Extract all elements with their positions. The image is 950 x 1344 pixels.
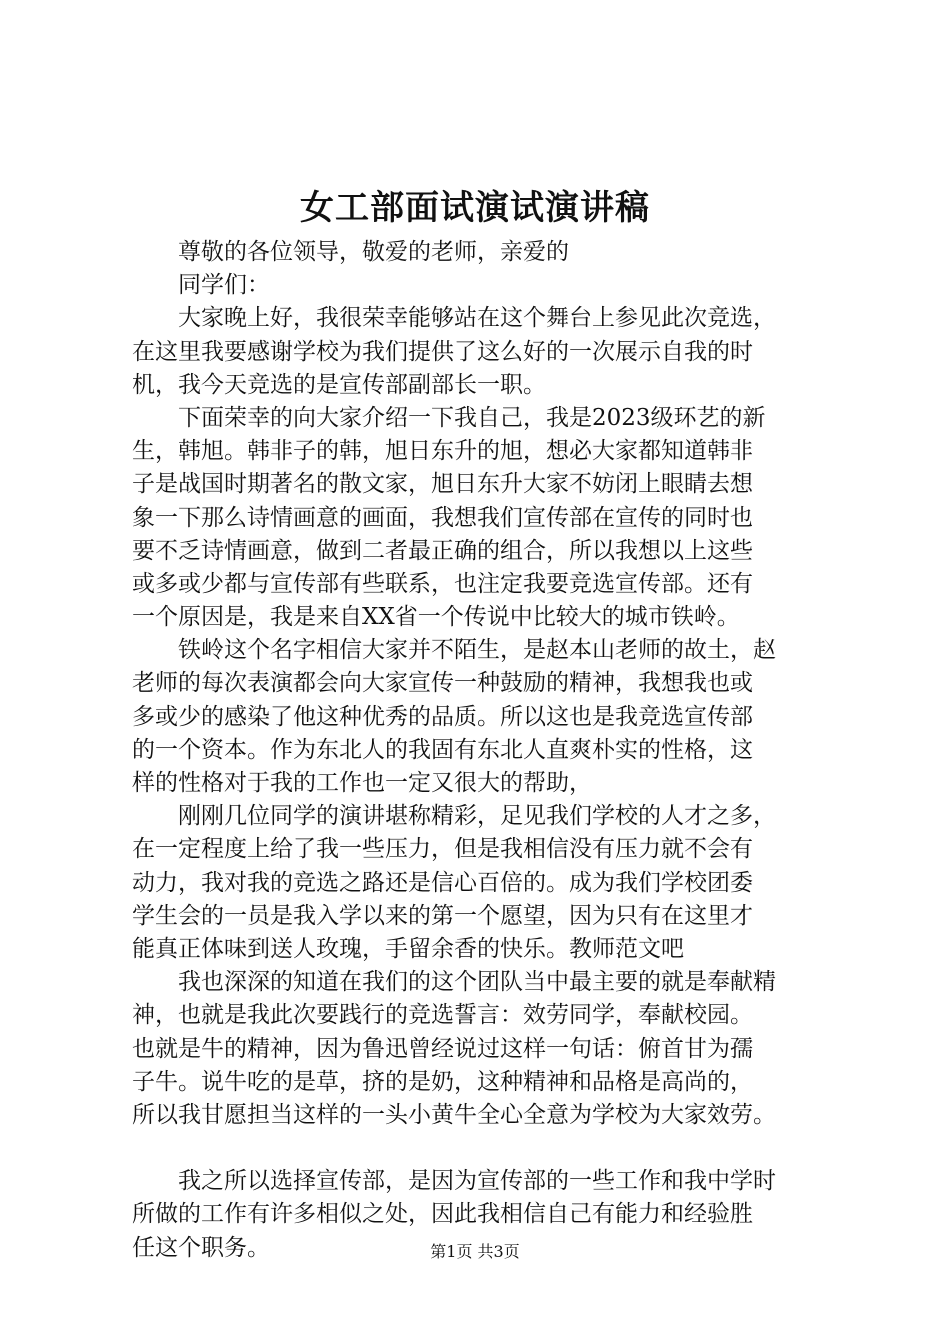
text-line: 神，也就是我此次要践行的竞选誓言：效劳同学，奉献校园。 <box>132 1002 753 1029</box>
text-line: 老师的每次表演都会向大家宣传一种鼓励的精神，我想我也或 <box>132 670 753 697</box>
document-body <box>132 236 832 1265</box>
text-line: 一个原因是，我是来自XX省一个传说中比较大的城市铁岭。 <box>132 604 740 631</box>
text-line: 生，韩旭。韩非子的韩，旭日东升的旭，想必大家都知道韩非 <box>132 438 753 465</box>
document-title: 女工部面试演试演讲稿 <box>300 188 650 228</box>
text-line: 铁岭这个名字相信大家并不陌生，是赵本山老师的故土，赵 <box>178 637 776 664</box>
text-line: 所做的工作有许多相似之处，因此我相信自己有能力和经验胜 <box>132 1201 753 1228</box>
text-line: 学生会的一员是我入学以来的第一个愿望，因为只有在这里才 <box>132 902 753 929</box>
text-line: 在一定程度上给了我一些压力，但是我相信没有压力就不会有 <box>132 836 753 863</box>
text-line: 下面荣幸的向大家介绍一下我自己，我是2023级环艺的新 <box>178 404 766 431</box>
text-line: 或多或少都与宣传部有些联系，也注定我要竞选宣传部。还有 <box>132 570 753 597</box>
page-number: 第1页 共3页 <box>430 1242 520 1261</box>
text-line: 刚刚几位同学的演讲堪称精彩，足见我们学校的人才之多， <box>178 803 776 830</box>
text-line: 在这里我要感谢学校为我们提供了这么好的一次展示自我的时 <box>132 338 753 365</box>
text-line: 我也深深的知道在我们的这个团队当中最主要的就是奉献精 <box>178 969 776 996</box>
text-line: 子是战国时期著名的散文家，旭日东升大家不妨闭上眼睛去想 <box>132 471 753 498</box>
text-line: 机，我今天竞选的是宣传部副部长一职。 <box>132 371 546 398</box>
blank-line <box>132 1132 832 1165</box>
text-line: 任这个职务。 <box>132 1234 270 1261</box>
text-line: 多或少的感染了他这种优秀的品质。所以这也是我竞选宣传部 <box>132 703 753 730</box>
text-line: 样的性格对于我的工作也一定又很大的帮助， <box>132 770 592 796</box>
text-line: 所以我甘愿担当这样的一头小黄牛全心全意为学校为大家效劳。 <box>132 1101 776 1128</box>
text-line: 我之所以选择宣传部，是因为宣传部的一些工作和我中学时 <box>178 1168 776 1195</box>
text-line: 动力，我对我的竞选之路还是信心百倍的。成为我们学校团委 <box>132 869 753 896</box>
text-line: 象一下那么诗情画意的画面，我想我们宣传部在宣传的同时也 <box>132 504 753 531</box>
text-line: 尊敬的各位领导，敬爱的老师，亲爱的 <box>178 239 569 265</box>
text-line: 子牛。说牛吃的是草，挤的是奶，这种精神和品格是高尚的， <box>132 1068 753 1095</box>
text-line: 的一个资本。作为东北人的我固有东北人直爽朴实的性格，这 <box>132 736 753 763</box>
text-line: 要不乏诗情画意，做到二者最正确的组合，所以我想以上这些 <box>132 537 753 564</box>
text-line: 大家晚上好，我很荣幸能够站在这个舞台上参见此次竞选， <box>178 305 776 332</box>
text-line: 也就是牛的精神，因为鲁迅曾经说过这样一句话：俯首甘为孺 <box>132 1035 753 1062</box>
text-line: 能真正体味到送人玫瑰，手留余香的快乐。教师范文吧 <box>132 935 684 962</box>
text-line: 同学们： <box>178 272 270 299</box>
